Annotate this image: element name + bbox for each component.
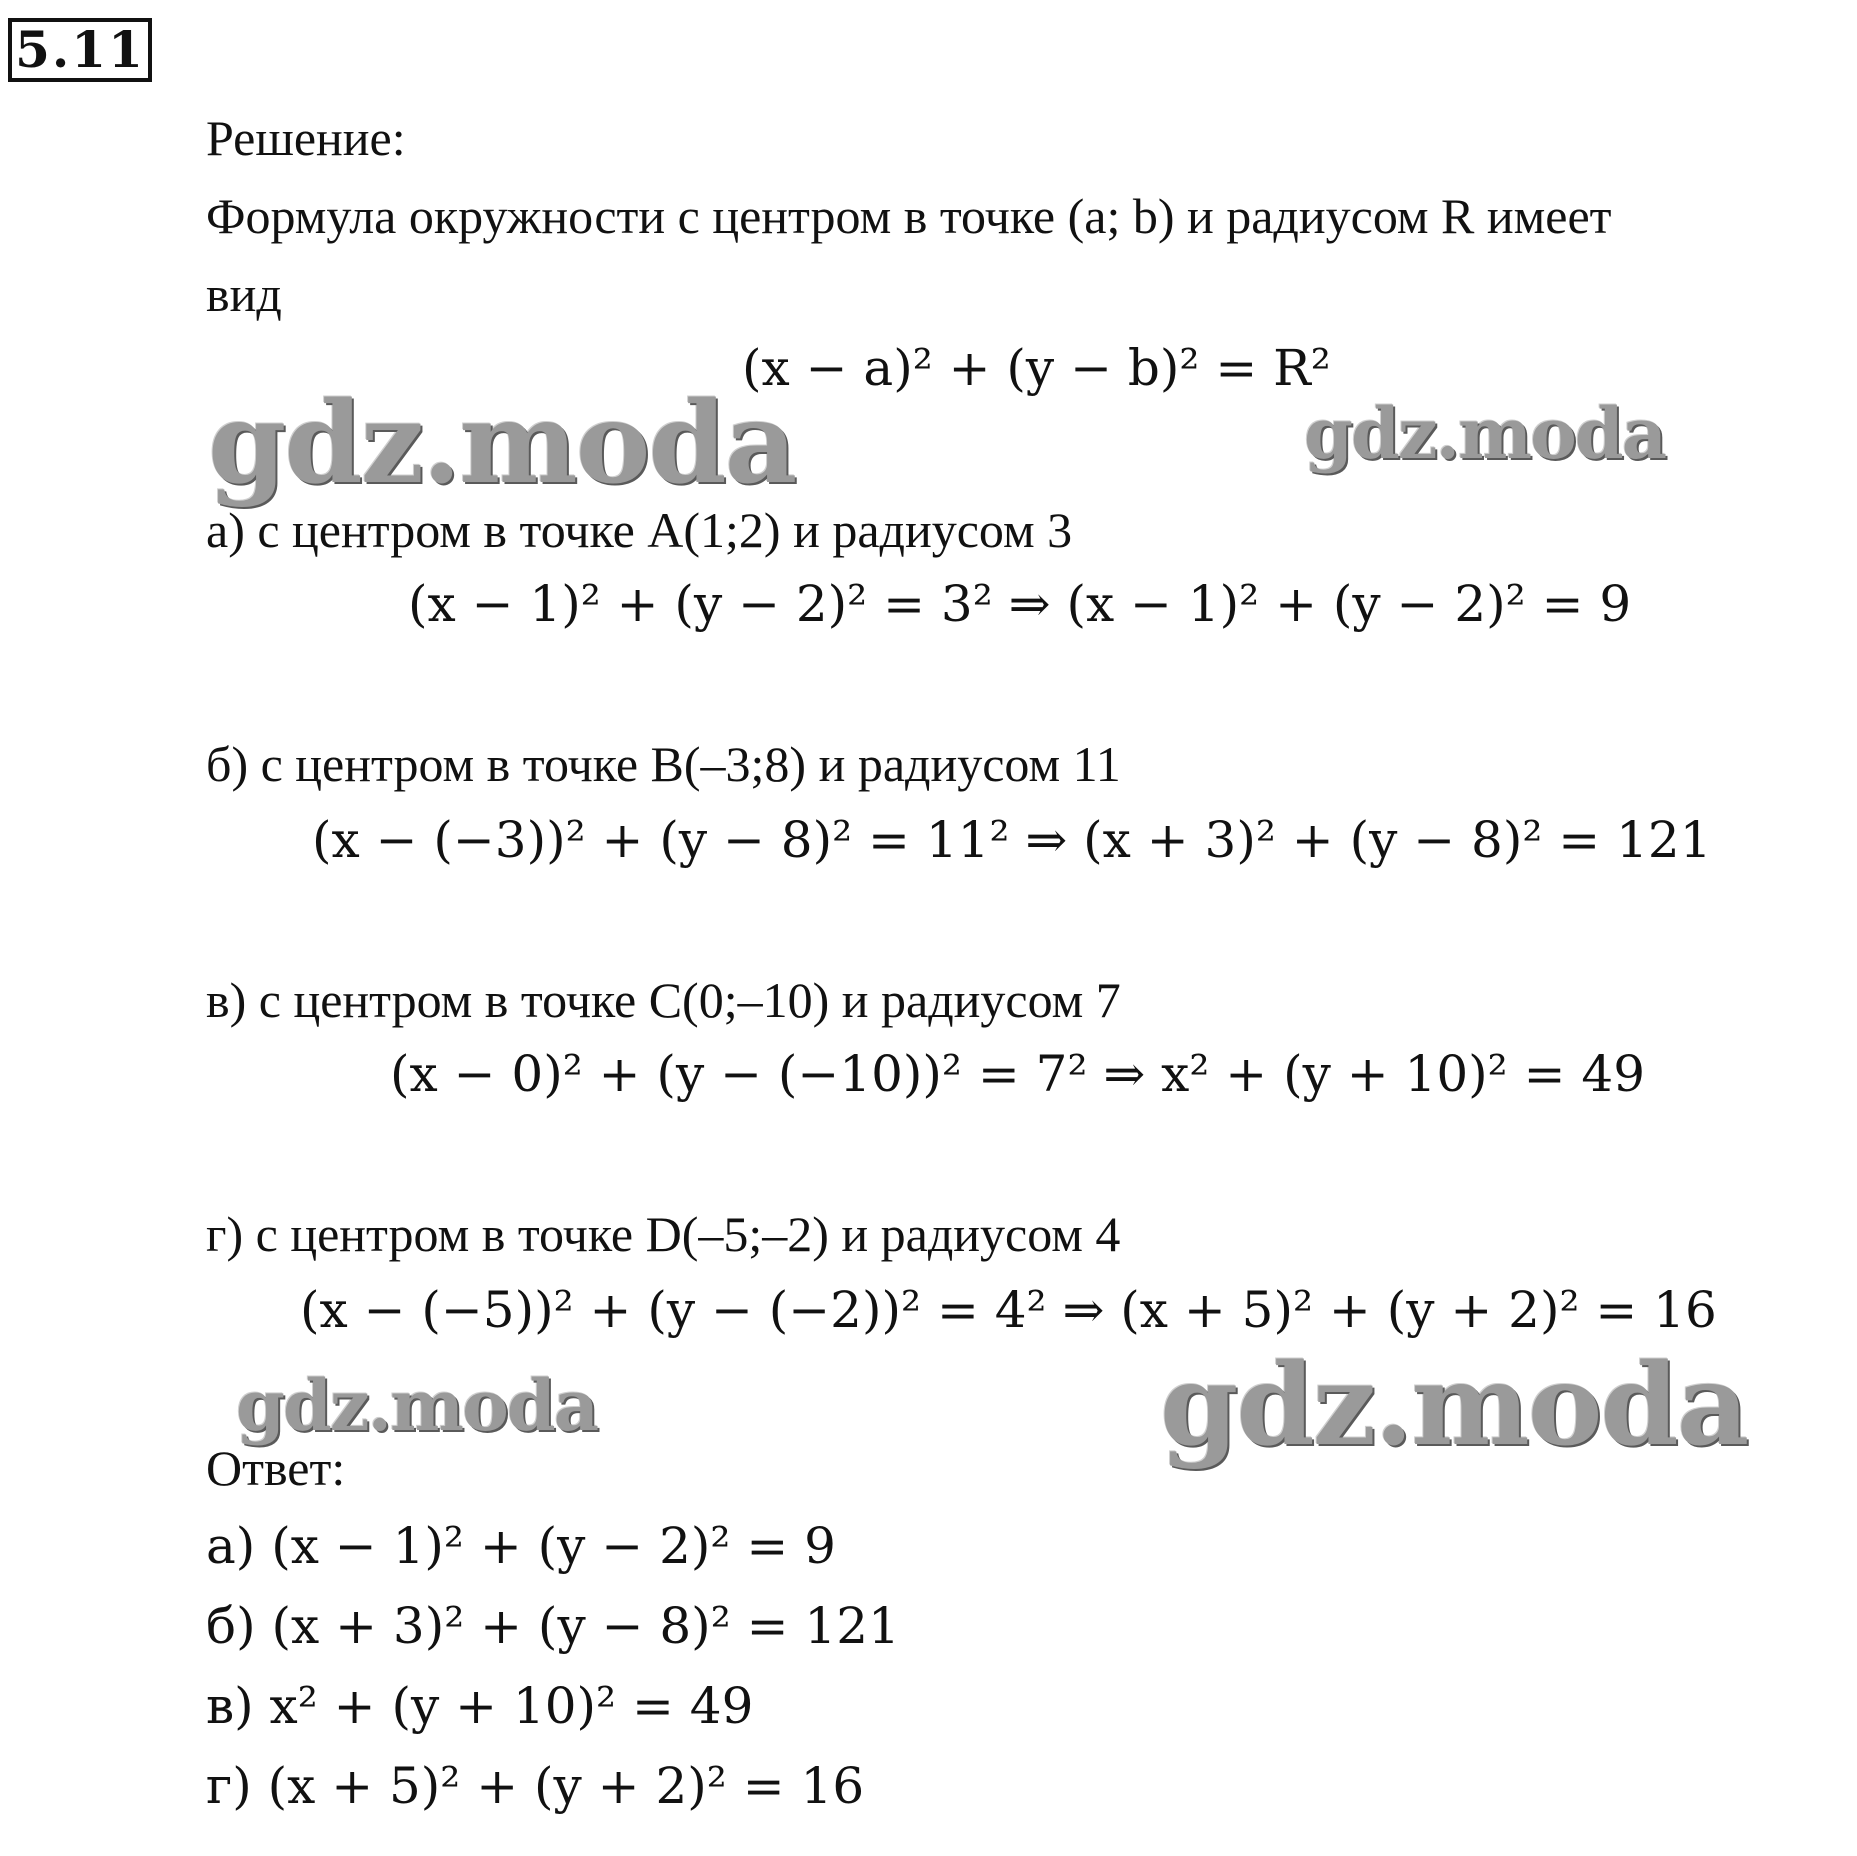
intro-line-1: Формула окружности с центром в точке (a; b) и радиусом R имеет [206, 188, 1612, 244]
watermark: gdz.moda [1304, 392, 1666, 475]
watermark: gdz.moda [236, 1364, 598, 1447]
answer-a: а) (x − 1)² + (y − 2)² = 9 [206, 1517, 836, 1575]
part-v-label: в) с центром в точке C(0;–10) и радиусом 7 [206, 972, 1121, 1028]
part-b-label: б) с центром в точке B(–3;8) и радиусом 11 [206, 736, 1121, 792]
problem-number: 5.11 [8, 18, 152, 82]
answer-label: Ответ: [206, 1440, 346, 1496]
watermark: gdz.moda [208, 378, 796, 509]
part-b-formula: (x − (−3))² + (y − 8)² = 11² ⇒ (x + 3)² + (y − 8)² = 121 [312, 811, 1712, 869]
intro-line-2: вид [206, 266, 282, 322]
part-a-formula: (x − 1)² + (y − 2)² = 3² ⇒ (x − 1)² + (y − 2)² = 9 [408, 575, 1632, 633]
part-g-formula: (x − (−5))² + (y − (−2))² = 4² ⇒ (x + 5)² + (y + 2)² = 16 [300, 1281, 1717, 1339]
answer-v: в) x² + (y + 10)² = 49 [206, 1677, 754, 1735]
answer-g: г) (x + 5)² + (y + 2)² = 16 [206, 1757, 865, 1815]
solution-label: Решение: [206, 110, 406, 166]
answer-b: б) (x + 3)² + (y − 8)² = 121 [206, 1597, 900, 1655]
watermark: gdz.moda [1160, 1340, 1748, 1471]
general-formula: (x − a)² + (y − b)² = R² [742, 339, 1331, 397]
part-a-label: а) с центром в точке A(1;2) и радиусом 3 [206, 502, 1073, 558]
part-v-formula: (x − 0)² + (y − (−10))² = 7² ⇒ x² + (y + 10)² = 49 [390, 1045, 1646, 1103]
part-g-label: г) с центром в точке D(–5;–2) и радиусом 4 [206, 1206, 1121, 1262]
